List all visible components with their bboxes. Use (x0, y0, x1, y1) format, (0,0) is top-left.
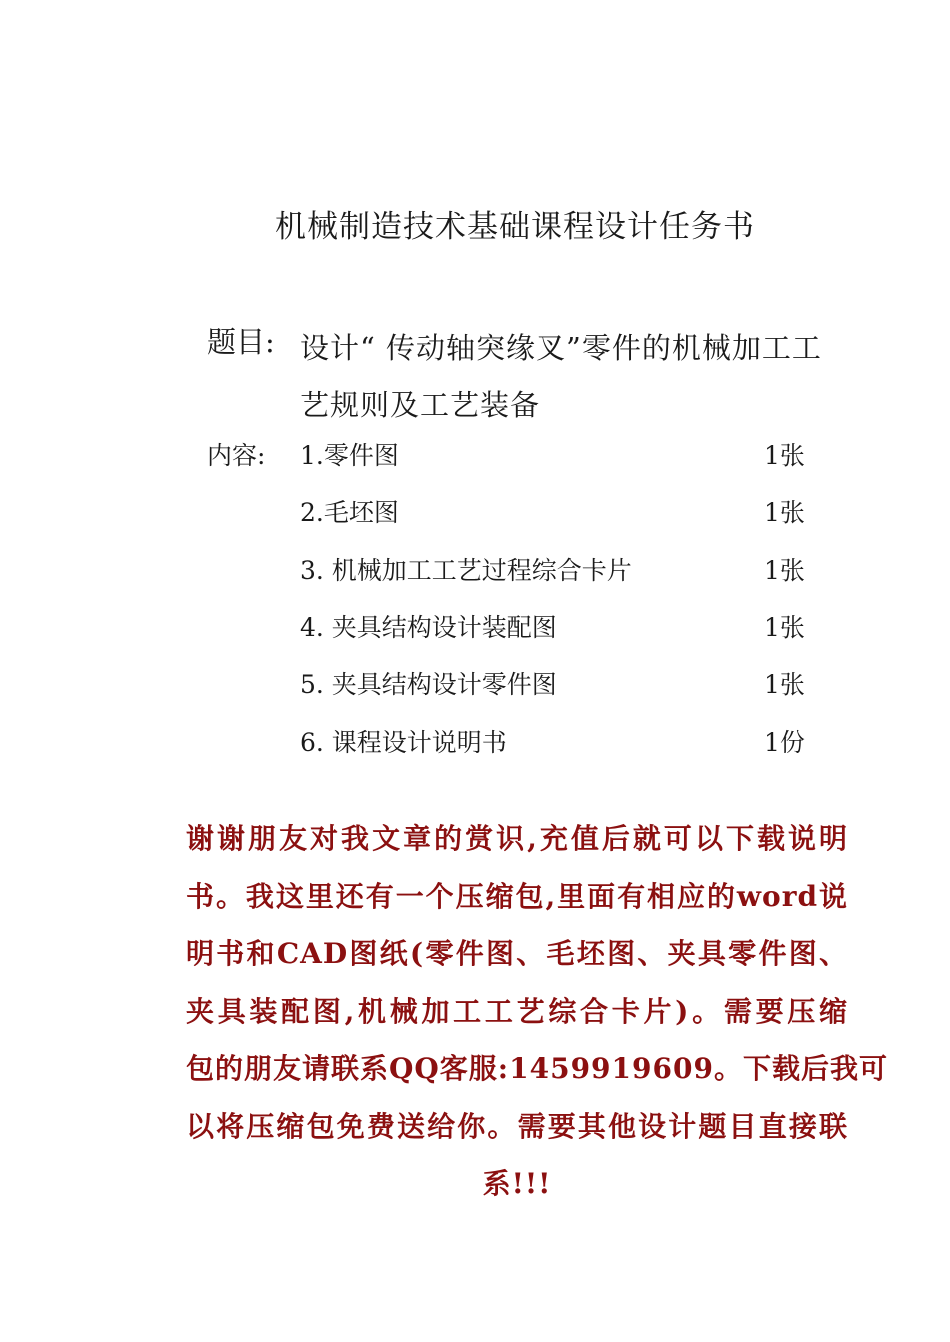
notice-line: 谢谢朋友对我文章的赏识,充值后就可以下载说明 (186, 822, 848, 855)
notice-line: 夹具装配图,机械加工工艺综合卡片)。需要压缩 (186, 994, 848, 1028)
content-item (300, 610, 820, 646)
content-item-name: 3. 机械加工工艺过程综合卡片 (300, 556, 632, 585)
notice-line: 明书和CAD图纸(零件图、毛坯图、夹具零件图、 (186, 937, 848, 970)
content-item-name: 6. 课程设计说明书 (300, 728, 507, 757)
content-item-quantity: 1张 (764, 670, 805, 699)
content-item-quantity: 1张 (764, 441, 805, 470)
content-item-name: 4. 夹具结构设计装配图 (300, 613, 557, 642)
content-item-name: 1.零件图 (300, 441, 399, 470)
notice-line: 书。我这里还有一个压缩包,里面有相应的word说 (186, 879, 848, 913)
content-item-quantity: 1张 (764, 556, 805, 585)
content-item (300, 553, 820, 589)
content-item (300, 495, 820, 531)
content-label: 内容: (207, 441, 266, 470)
topic-line-2: 艺规则及工艺装备 (300, 388, 541, 422)
content-item (300, 438, 820, 474)
notice-line: 包的朋友请联系QQ客服:1459919609。下载后我可 (186, 1052, 888, 1085)
notice-paragraph (186, 810, 888, 1213)
topic-line-1: 设计“ 传动轴突缘叉”零件的机械加工工 (300, 331, 822, 365)
page-title: 机械制造技术基础课程设计任务书 (275, 209, 755, 245)
topic-label: 题目: (207, 325, 275, 359)
content-item-quantity: 1份 (764, 728, 805, 757)
content-item (300, 667, 820, 703)
content-item-name: 2.毛坯图 (300, 498, 399, 527)
content-item (300, 725, 820, 761)
notice-line: 系!!! (482, 1167, 552, 1200)
content-item-name: 5. 夹具结构设计零件图 (300, 670, 557, 699)
content-item-quantity: 1张 (764, 613, 805, 642)
content-item-quantity: 1张 (764, 498, 805, 527)
topic-text (300, 320, 860, 434)
notice-line: 以将压缩包免费送给你。需要其他设计题目直接联 (186, 1109, 848, 1143)
